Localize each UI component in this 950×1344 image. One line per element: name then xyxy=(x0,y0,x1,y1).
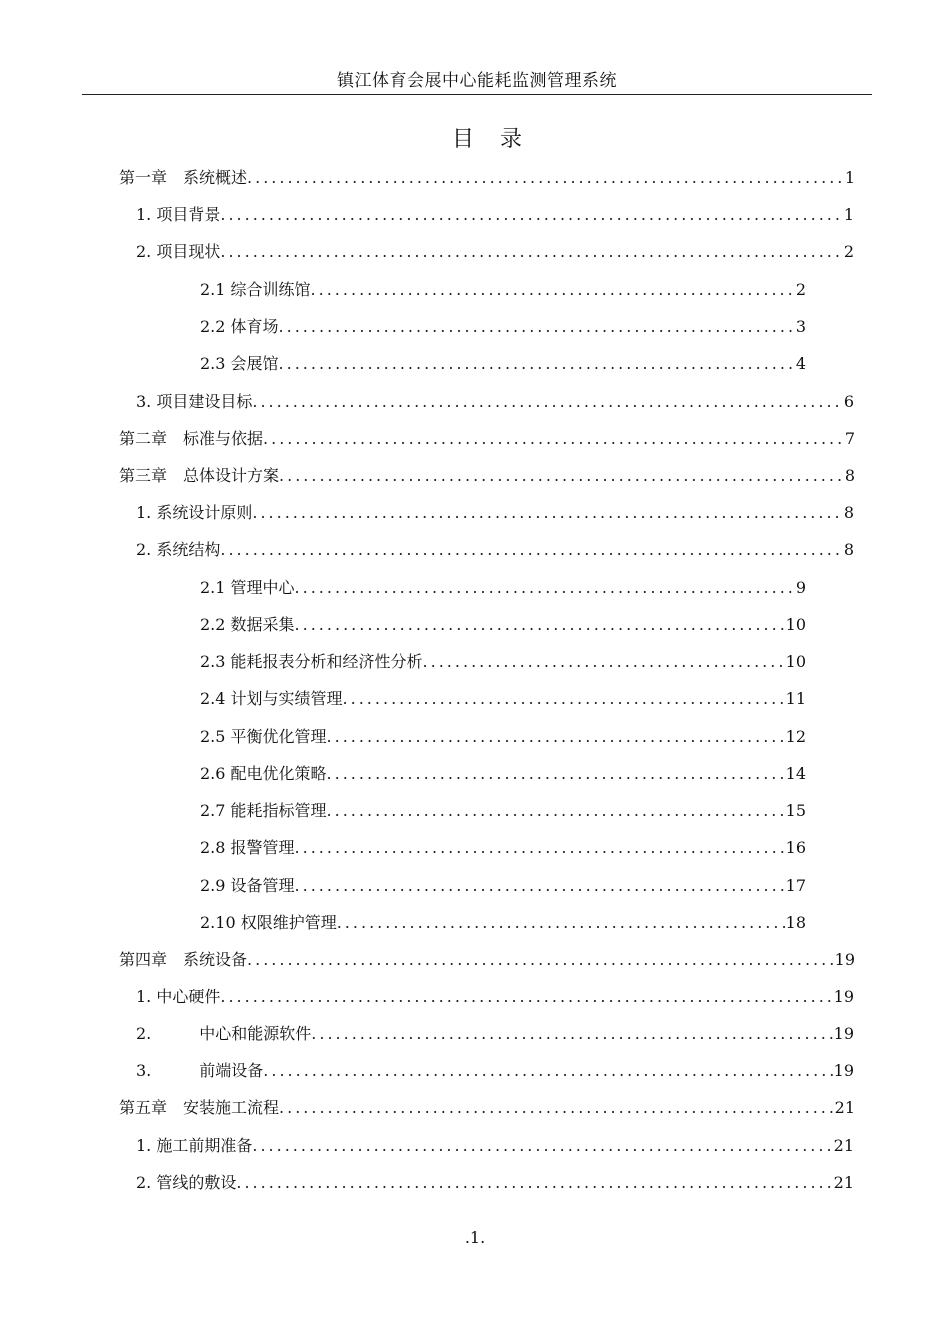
toc-leader xyxy=(263,427,845,451)
toc-entry-label: 2. 项目现状 xyxy=(136,242,221,261)
toc-entry[interactable] xyxy=(136,1134,854,1158)
toc-entry-label: 1. 项目背景 xyxy=(136,205,221,224)
toc-entry[interactable] xyxy=(136,1059,854,1083)
toc-entry-label: 2. 中心和能源软件 xyxy=(136,1024,312,1043)
toc-entry[interactable] xyxy=(136,1171,854,1195)
toc-entry[interactable] xyxy=(200,911,806,935)
toc-title: 目录 xyxy=(451,127,548,152)
toc-entry-page: 10 xyxy=(785,615,806,634)
toc-leader xyxy=(311,1022,833,1046)
toc-entry[interactable] xyxy=(200,650,806,674)
toc-entry[interactable] xyxy=(200,315,806,339)
toc-leader xyxy=(295,576,796,600)
toc-entry-label: 2.3 能耗报表分析和经济性分析 xyxy=(200,652,423,671)
toc-entry[interactable] xyxy=(136,1022,854,1046)
toc-entry-label: 2.7 能耗指标管理 xyxy=(200,801,327,820)
toc-entry-page: 3 xyxy=(795,317,806,336)
toc-entry[interactable] xyxy=(200,278,806,302)
toc-entry-label: 第二章 标准与依据 xyxy=(119,429,264,448)
toc-entry-page: 1 xyxy=(843,205,854,224)
toc-entry[interactable] xyxy=(200,352,806,376)
toc-entry-label: 2.4 计划与实绩管理 xyxy=(200,689,343,708)
toc-entry[interactable] xyxy=(200,762,806,786)
toc-entry-label: 3. 项目建设目标 xyxy=(136,392,253,411)
toc-leader xyxy=(220,985,833,1009)
toc-entry-label: 2.1 管理中心 xyxy=(200,578,295,597)
toc-leader xyxy=(327,725,786,749)
toc-leader xyxy=(343,687,786,711)
toc-entry-page: 19 xyxy=(834,950,855,969)
toc-entry-page: 10 xyxy=(785,652,806,671)
toc-entry[interactable] xyxy=(136,985,854,1009)
toc-leader xyxy=(337,911,786,935)
toc-entry[interactable] xyxy=(136,501,854,525)
toc-entry-page: 8 xyxy=(843,503,854,522)
toc-entry-label: 2.2 数据采集 xyxy=(200,615,295,634)
toc-entry-page: 19 xyxy=(833,987,854,1006)
toc-entry-label: 2.1 综合训练馆 xyxy=(200,280,311,299)
toc-leader xyxy=(279,1096,835,1120)
toc-entry[interactable] xyxy=(119,166,855,190)
toc-entry-label: 1. 施工前期准备 xyxy=(136,1136,253,1155)
toc-leader xyxy=(252,1134,833,1158)
toc-entry-label: 2.2 体育场 xyxy=(200,317,279,336)
toc-entry-page: 18 xyxy=(785,913,806,932)
toc-entry[interactable] xyxy=(136,240,854,264)
toc-entry[interactable] xyxy=(119,427,855,451)
page-number: .1. xyxy=(464,1228,486,1247)
toc-entry-page: 6 xyxy=(843,392,854,411)
toc-leader xyxy=(220,203,843,227)
toc-entry-label: 2.5 平衡优化管理 xyxy=(200,727,327,746)
toc-entry-label: 第三章 总体设计方案 xyxy=(119,466,280,485)
toc-entry-page: 19 xyxy=(833,1024,854,1043)
toc-entry[interactable] xyxy=(200,687,806,711)
toc-entry[interactable] xyxy=(136,203,854,227)
toc-entry-label: 2. 管线的敷设 xyxy=(136,1173,237,1192)
toc-entry-label: 2.10 权限维护管理 xyxy=(200,913,337,932)
toc-entry-page: 2 xyxy=(843,242,854,261)
toc-leader xyxy=(220,240,843,264)
toc-entry-label: 第五章 安装施工流程 xyxy=(119,1098,280,1117)
toc-entry[interactable] xyxy=(119,948,855,972)
toc-entry-label: 2.6 配电优化策略 xyxy=(200,764,327,783)
toc-entry-label: 2.9 设备管理 xyxy=(200,876,295,895)
toc-entry-label: 1. 中心硬件 xyxy=(136,987,221,1006)
toc-entry-page: 15 xyxy=(785,801,806,820)
toc-leader xyxy=(423,650,786,674)
toc-entry-label: 3. 前端设备 xyxy=(136,1061,264,1080)
toc-leader xyxy=(295,874,786,898)
toc-entry[interactable] xyxy=(136,390,854,414)
toc-leader xyxy=(327,762,786,786)
toc-entry[interactable] xyxy=(119,464,855,488)
toc-entry[interactable] xyxy=(200,799,806,823)
toc-entry-page: 16 xyxy=(785,838,806,857)
toc-entry[interactable] xyxy=(200,725,806,749)
toc-entry-page: 2 xyxy=(795,280,806,299)
toc-entry[interactable] xyxy=(200,874,806,898)
toc-entry-label: 2. 系统结构 xyxy=(136,540,221,559)
toc-leader xyxy=(295,613,786,637)
header-title: 镇江体育会展中心能耗监测管理系统 xyxy=(337,71,617,91)
toc-entry-page: 21 xyxy=(834,1098,855,1117)
toc-entry-page: 21 xyxy=(833,1136,854,1155)
toc-entry[interactable] xyxy=(119,1096,855,1120)
toc-entry-label: 第一章 系统概述 xyxy=(119,168,248,187)
toc-entry-page: 14 xyxy=(785,764,806,783)
toc-entry-page: 8 xyxy=(843,540,854,559)
toc-entry-page: 11 xyxy=(785,689,806,708)
toc-entry-page: 17 xyxy=(785,876,806,895)
toc-leader xyxy=(236,1171,833,1195)
toc-entry-page: 4 xyxy=(795,354,806,373)
toc-leader xyxy=(311,278,796,302)
toc-leader xyxy=(252,390,843,414)
toc-entry-page: 8 xyxy=(844,466,855,485)
toc-leader xyxy=(279,464,845,488)
toc-entry-label: 2.3 会展馆 xyxy=(200,354,279,373)
toc-entry-page: 12 xyxy=(785,727,806,746)
toc-entry-label: 第四章 系统设备 xyxy=(119,950,248,969)
toc-leader xyxy=(327,799,786,823)
toc-entry-page: 21 xyxy=(833,1173,854,1192)
toc-entry-page: 7 xyxy=(844,429,855,448)
toc-entry[interactable] xyxy=(136,538,854,562)
toc-leader xyxy=(279,352,796,376)
toc-leader xyxy=(252,501,843,525)
toc-entry[interactable] xyxy=(200,576,806,600)
toc-entry[interactable] xyxy=(200,613,806,637)
toc-leader xyxy=(247,166,845,190)
toc-entry-page: 9 xyxy=(795,578,806,597)
toc-entry-page: 1 xyxy=(844,168,855,187)
toc-leader xyxy=(295,836,786,860)
toc-leader xyxy=(279,315,796,339)
toc-leader xyxy=(247,948,835,972)
toc-entry-label: 1. 系统设计原则 xyxy=(136,503,253,522)
toc-entry-page: 19 xyxy=(833,1061,854,1080)
toc-leader xyxy=(263,1059,833,1083)
toc-leader xyxy=(220,538,843,562)
toc-entry[interactable] xyxy=(200,836,806,860)
toc-entry-label: 2.8 报警管理 xyxy=(200,838,295,857)
